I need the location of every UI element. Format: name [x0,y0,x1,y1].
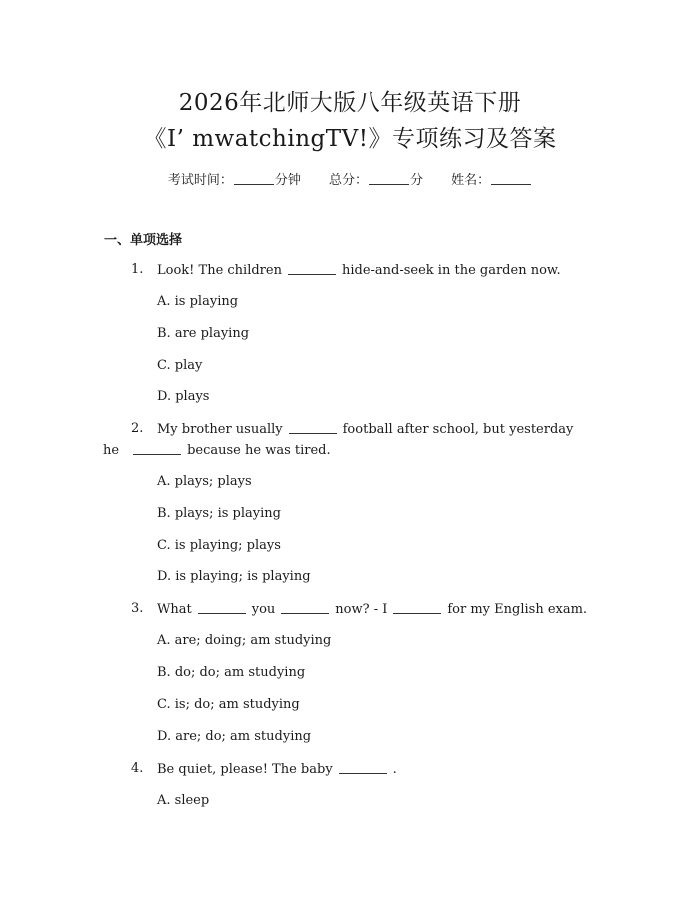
exam-time: 考试时间： 分钟 [167,173,301,188]
score-blank [369,172,409,185]
question-text: Look! The children hide-and-seek in the garden now. [157,263,561,278]
answer-blank [198,601,246,614]
answer-blank [281,601,329,614]
question-number: 2. [131,421,144,436]
answer-blank [289,421,337,434]
option-2a: A. plays; plays [157,474,252,489]
exam-name: 姓名： [451,173,532,188]
option-3c: C. is; do; am studying [157,697,300,712]
option-1c: C. play [157,358,203,373]
answer-blank [133,442,181,455]
option-1a: A. is playing [157,294,239,309]
option-3a: A. are; doing; am studying [157,633,332,648]
name-blank [491,172,531,185]
question-number: 1. [131,262,144,277]
time-blank [234,172,274,185]
exam-meta [0,169,700,188]
section-heading: 一、单项选择 [104,233,183,248]
answer-blank [288,262,336,275]
question-text: My brother usually football after school, but yesterday [157,422,574,437]
option-2c: C. is playing; plays [157,538,281,553]
answer-blank [339,761,387,774]
option-3b: B. do; do; am studying [157,665,306,680]
answer-blank [393,601,441,614]
question-number: 3. [131,601,144,616]
page-title-line1: 2026年北师大版八年级英语下册 [178,90,522,116]
option-3d: D. are; do; am studying [157,729,312,744]
exam-score: 总分： 分 [328,173,424,188]
option-4a: A. sleep [157,793,210,808]
page-title-line2: 《I’ mwatchingTV!》专项练习及答案 [143,126,557,152]
question-text: What you now? - I for my English exam. [157,602,588,617]
option-2b: B. plays; is playing [157,506,281,521]
question-2-continued: he because he was tired. [103,443,331,458]
question-text: Be quiet, please! The baby . [157,762,397,777]
question-number: 4. [131,761,144,776]
option-1d: D. plays [157,389,210,404]
option-2d: D. is playing; is playing [157,569,311,584]
option-1b: B. are playing [157,326,250,341]
